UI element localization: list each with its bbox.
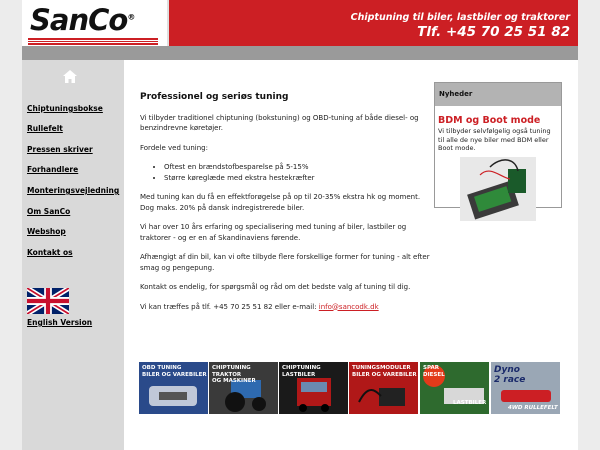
header (22, 0, 578, 46)
banner-lastbiler[interactable] (279, 362, 348, 414)
list-item: • Oftest en brændstofbesparelse på 5-15% (164, 162, 436, 173)
email-link[interactable]: info@sancodk.dk (318, 302, 379, 311)
nav-item-kontakt-os[interactable]: Kontakt os (27, 248, 73, 257)
banner-line: CHIPTUNING (282, 365, 321, 371)
banner-traktor[interactable] (209, 362, 278, 414)
banner-line: BILER OG VAREBILER (352, 371, 417, 378)
news-text: Vi tilbyder selvfølgelig også tuning til alle de nye biler med BDM eller Boot mode. (438, 127, 551, 152)
logo-text: SanCo (30, 3, 128, 37)
header-tagline: Chiptuning til biler, lastbiler og traktorer (350, 12, 570, 23)
paragraph-options: Afhængigt af din bil, kan vi ofte tilbyde flere forskellige former for tuning - alt efter smag og pengepung. (140, 253, 430, 272)
banner-line: OG MASKINER (212, 378, 256, 384)
paragraph-contact: Kontakt os endelig, for spørgsmål og råd om det bedste valg af tuning til dig. (140, 283, 411, 291)
home-icon[interactable] (63, 70, 77, 83)
paragraph-experience: Vi har over 10 års erfaring og specialisering med tuning af biler, lastbiler og traktorer - og er en af Skandinaviens førende. (140, 223, 407, 242)
banner-line: 2 race (494, 375, 526, 385)
uk-flag-icon[interactable] (27, 288, 69, 314)
banner-line: 4WD RULLEFELT (508, 405, 558, 411)
nav-item-rullefelt[interactable]: Rullefelt (27, 124, 63, 133)
banner-obd-tuning[interactable] (139, 362, 208, 414)
main-content (140, 92, 436, 321)
logo[interactable] (22, 0, 169, 46)
contact-line (140, 302, 436, 313)
page-title: Professionel og seriøs tuning (140, 92, 289, 102)
banner-line: BILER OG VAREBILER (142, 371, 207, 378)
nav-item-pressen-skriver[interactable]: Pressen skriver (27, 145, 93, 154)
banner-line: CHIPTUNING (212, 365, 251, 371)
nav-item-om-sanco[interactable]: Om SanCo (27, 207, 71, 216)
header-bottom-bar (22, 46, 578, 60)
banner-spar-diesel[interactable] (420, 362, 489, 414)
nav-item-forhandlere[interactable]: Forhandlere (27, 165, 79, 174)
news-heading: Nyheder (435, 83, 561, 106)
banner-dyno-race[interactable] (491, 362, 560, 414)
banner-line: TRAKTOR (212, 371, 242, 378)
header-phone: Tlf. +45 70 25 51 82 (417, 24, 570, 40)
logo-stripes (28, 38, 158, 43)
list-item: • Større køreglæde med ekstra hestekræfter (164, 173, 436, 184)
news-box (434, 82, 562, 208)
logo-registered-mark: ® (127, 12, 135, 22)
page (22, 0, 578, 450)
nav-item-monteringsvejledning[interactable]: Monteringsvejledning (27, 186, 120, 195)
sidebar (22, 60, 124, 450)
news-title[interactable]: BDM og Boot mode (438, 115, 541, 126)
banner-line: LASTBILER (453, 400, 487, 406)
nav-item-webshop[interactable]: Webshop (27, 227, 66, 236)
contact-prefix: Vi kan træffes på tlf. +45 70 25 51 82 eller e-mail: (140, 302, 319, 311)
nav-item-chiptuningsbokse[interactable]: Chiptuningsbokse (27, 104, 103, 113)
english-version-link[interactable]: English Version (27, 318, 93, 327)
intro-paragraph: Vi tilbyder traditionel chiptuning (bokstuning) og OBD-tuning af både diesel- og benzindrevne køretøjer. (140, 113, 419, 132)
banner-line: SPAR (423, 365, 439, 371)
banner-tuningsmoduler[interactable] (349, 362, 418, 414)
banner-line: OBD TUNING (142, 365, 182, 371)
ecu-board-image[interactable] (460, 157, 536, 221)
banner-line: DIESEL (423, 371, 445, 378)
benefits-list (140, 162, 436, 183)
banner-line: TUNINGSMODULER (352, 365, 411, 371)
banner-line: Dyno (494, 365, 520, 375)
banner-line: LASTBILER (282, 371, 316, 378)
paragraph-power: Med tuning kan du få en effektforøgelse på op til 20-35% ekstra hk og moment. Dog maks. 20% på dansk indregistrerede biler. (140, 193, 421, 212)
banner-strip (139, 362, 561, 414)
benefits-heading: Fordele ved tuning: (140, 143, 208, 152)
